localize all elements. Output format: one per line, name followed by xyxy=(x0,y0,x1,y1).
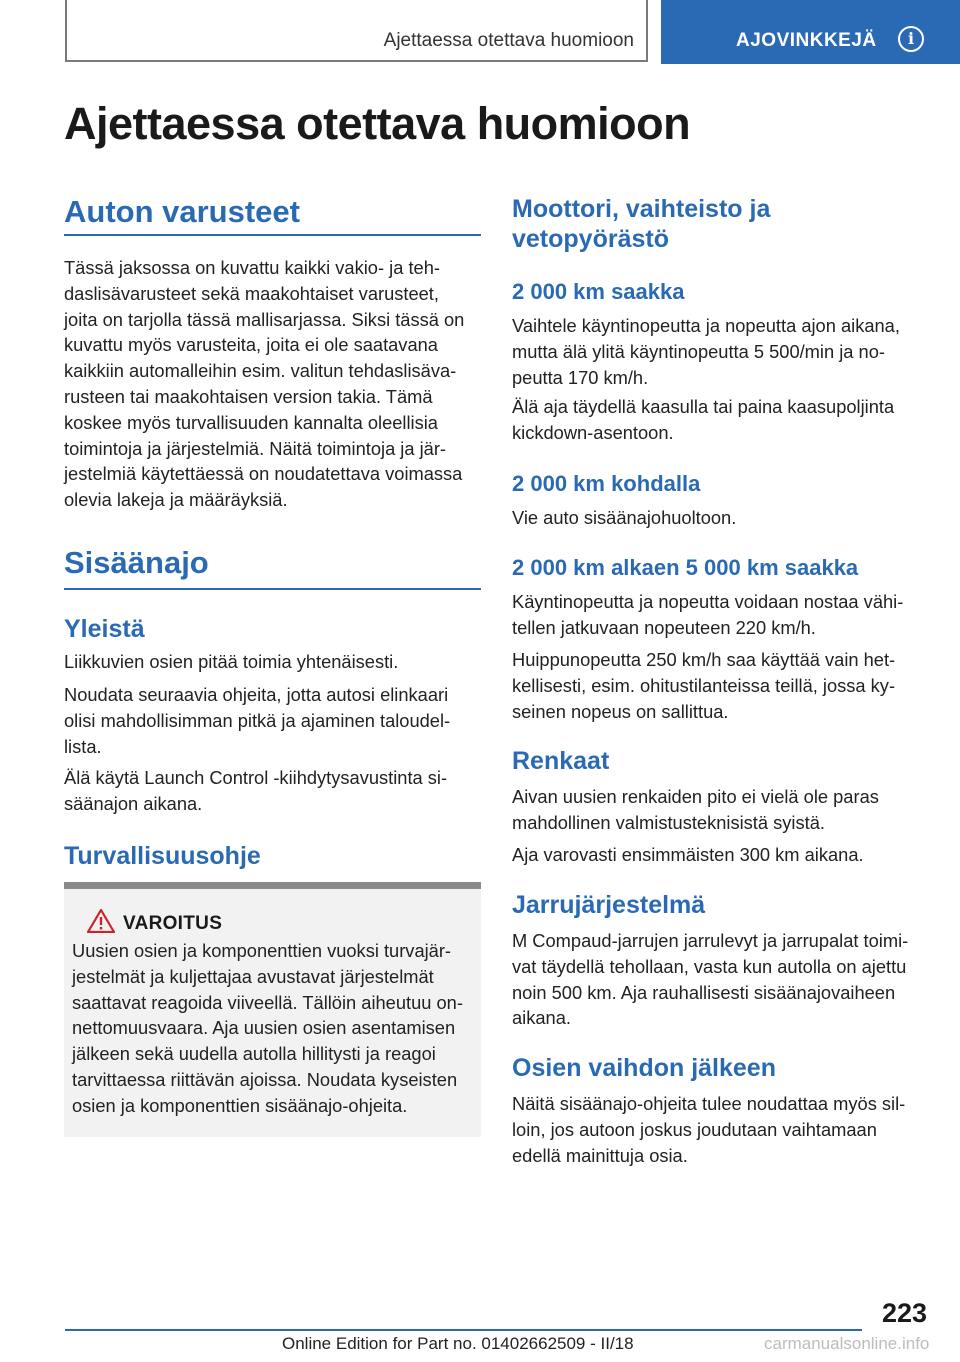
paragraph-yleista-2: Noudata seuraavia ohjeita, jotta autosi elinkaari olisi mahdollisimman pitkä ja ajaminen taloudel- lista. xyxy=(64,684,451,757)
heading-turvallisuusohje: Turvallisuusohje xyxy=(64,842,261,870)
footer-edition: Online Edition for Part no. 01402662509 - II/18 xyxy=(282,1334,634,1353)
heading-sisaanajo: Sisäänajo xyxy=(64,545,209,580)
page-title: Ajettaessa otettava huomioon xyxy=(64,98,691,149)
warning-text: Uusien osien ja komponenttien vuoksi turvajär- jestelmät ja kuljettajaa avustavat järjestelmät saattavat reagoida viiveellä. Tällöin aiheutuu on- nettomuusvaara. Aja uusien osien asentamisen jälkeen sekä uudella autolla hillitysti ja reagoi tarvittaessa riittävän ajoissa. Noudata kyseisten osien ja komponenttien sisäänajo-ohjeita. xyxy=(72,940,463,1116)
paragraph-yleista-3: Älä käytä Launch Control -kiihdytysavustinta si- säänajon aikana. xyxy=(64,767,448,814)
heading-2000-kohdalla: 2 000 km kohdalla xyxy=(512,471,701,496)
heading-jarrujarjestelma: Jarrujärjestelmä xyxy=(512,891,706,919)
paragraph-jarrut: M Compaud-jarrujen jarrulevyt ja jarrupalat toimi- vat täydellä tehollaan, vasta kun autolla on ajettu noin 500 km. Aja rauhallisesti sisäänajovaiheen aikana. xyxy=(512,930,909,1029)
footer-rule xyxy=(65,1329,862,1331)
heading-renkaat: Renkaat xyxy=(512,747,610,775)
heading-yleista: Yleistä xyxy=(64,615,145,643)
paragraph-2000-5000-1: Käyntinopeutta ja nopeutta voidaan nostaa vähi- tellen jatkuvaan nopeuteen 220 km/h. xyxy=(512,591,904,638)
paragraph-renkaat-1: Aivan uusien renkaiden pito ei vielä ole paras mahdollinen valmistusteknisistä syistä. xyxy=(512,786,879,833)
paragraph-2000-saakka-1: Vaihtele käyntinopeutta ja nopeutta ajon aikana, mutta älä ylitä käyntinopeutta 5 500/min ja no- peutta 170 km/h. xyxy=(512,315,900,388)
heading-moottori: Moottori, vaihteisto ja vetopyörästö xyxy=(512,195,771,253)
paragraph-auton-varusteet: Tässä jaksossa on kuvattu kaikki vakio- ja teh- daslisävarusteet sekä maakohtaiset varusteet, joita on tarjolla tässä mallisarjassa. Siksi tässä on kuvattu myös varusteita, joita ei ole saatavana kaikkiin automalleihin esim. valitun tehdaslisäva- rusteen tai maakohtaisen version takia. Tämä koskee myös turvallisuuden kannalta oleellisia toimintoja ja järjestelmiä. Näitä toimintoja ja jär- jestelmiä käytettäessä on noudatettava voimassa olevia lakeja ja määräyksiä. xyxy=(64,257,465,511)
paragraph-renkaat-2: Aja varovasti ensimmäisten 300 km aikana. xyxy=(512,844,864,865)
header-section-label: AJOVINKKEJÄ xyxy=(736,30,877,51)
heading-osien-vaihdon-jalkeen: Osien vaihdon jälkeen xyxy=(512,1054,776,1082)
info-circle-icon[interactable]: i xyxy=(898,26,924,52)
heading-rule xyxy=(64,234,481,236)
header-title-box xyxy=(65,0,648,62)
warning-box xyxy=(64,882,481,1137)
header-section-tab[interactable] xyxy=(661,0,960,64)
heading-2000-saakka: 2 000 km saakka xyxy=(512,279,685,304)
paragraph-osien-vaihto: Näitä sisäänajo-ohjeita tulee noudattaa myös sil- loin, jos autoon joskus joudutaan vaihtamaan edellä mainittuja osia. xyxy=(512,1093,906,1166)
paragraph-yleista-1: Liikkuvien osien pitää toimia yhtenäisesti. xyxy=(64,651,399,672)
heading-rule xyxy=(64,588,481,590)
heading-2000-5000: 2 000 km alkaen 5 000 km saakka xyxy=(512,555,859,580)
paragraph-2000-saakka-2: Älä aja täydellä kaasulla tai paina kaasupoljinta kickdown-asentoon. xyxy=(512,396,895,443)
paragraph-2000-5000-2: Huippunopeutta 250 km/h saa käyttää vain het- kellisesti, esim. ohitustilanteissa teillä, jossa ky- seinen nopeus on sallittua. xyxy=(512,649,896,722)
paragraph-2000-kohdalla: Vie auto sisäänajohuoltoon. xyxy=(512,507,737,528)
heading-auton-varusteet: Auton varusteet xyxy=(64,194,300,229)
header-page-title: Ajettaessa otettava huomioon xyxy=(383,30,634,51)
footer-watermark: carmanualsonline.info xyxy=(764,1334,930,1353)
page-number: 223 xyxy=(881,1298,927,1328)
warning-label: VAROITUS xyxy=(123,913,223,934)
warning-triangle-icon xyxy=(87,909,115,933)
